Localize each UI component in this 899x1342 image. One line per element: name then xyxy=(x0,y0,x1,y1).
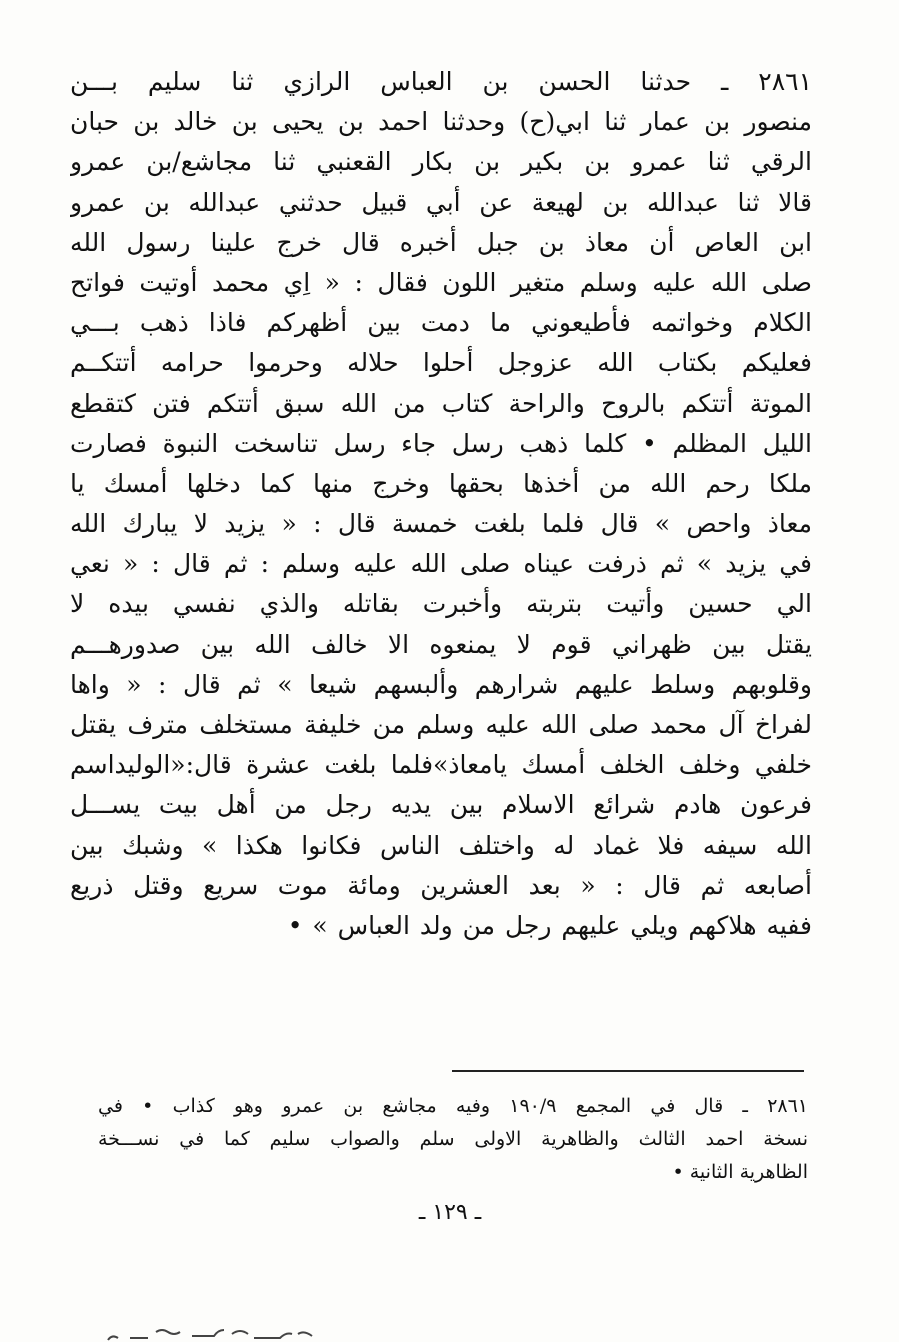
hadith-line-1: ٢٨٦١ ـ حدثنا الحسن بن العباس الرازي ثنا سليم بـــن xyxy=(70,67,812,96)
hadith-line-16: وقلوبهم وسلط عليهم شرارهم وألبسهم شيعا » ثم قال : « واها xyxy=(70,669,812,699)
footnote-line-1: ٢٨٦١ ـ قال في المجمع ١٩٠/٩ وفيه مجاشع بن عمرو وهو كذاب • في xyxy=(98,1095,808,1117)
hadith-line-21: أصابعه ثم قال : « بعد العشرين ومائة موت سريع وقتل ذريع xyxy=(70,870,812,900)
hadith-line-17: لفراخ آل محمد صلى الله عليه وسلم من خليفة مستخلف مترف يقتل xyxy=(70,710,812,739)
hadith-line-14: الي حسين وأتيت بتربته وأخبرت بقاتله والذي نفسي بيده لا xyxy=(70,589,812,619)
hadith-line-7: الكلام وخواتمه فأطيعوني ما دمت بين أظهركم فاذا ذهب بـــي xyxy=(70,308,812,338)
footnote xyxy=(98,1090,808,1189)
hadith-line-11: ملكا رحم الله من أخذها بحقها وخرج منها كما دخلها أمسك يا xyxy=(70,468,812,498)
hadith-line-4: قالا ثنا عبدالله بن لهيعة عن أبي قبيل حدثني عبدالله بن عمرو xyxy=(70,187,812,217)
cropped-text-fragment xyxy=(100,1318,340,1342)
hadith-line-13: في يزيد » ثم ذرفت عيناه صلى الله عليه وسلم : ثم قال : « نعي xyxy=(70,549,812,579)
hadith-line-10: الليل المظلم • كلما ذهب رسل جاء رسل تناسخت النبوة فصارت xyxy=(70,428,812,458)
footnote-line-3: الظاهرية الثانية • xyxy=(672,1161,808,1183)
hadith-line-18: خلفي وخلف الخلف أمسك يامعاذ»فلما بلغت عشرة قال:«الوليداسم xyxy=(70,750,812,780)
hadith-line-15: يقتل بين ظهراني قوم لا يمنعوه الا خالف الله بين صدورهـــم xyxy=(70,629,812,659)
hadith-line-9: الموتة أتتكم بالروح والراحة كتاب من الله سبق أتتكم فتن كتقطع xyxy=(70,388,812,418)
hadith-line-20: الله سيفه فلا غماد له واختلف الناس فكانوا هكذا » وشبك بين xyxy=(70,830,812,860)
page-number: ـ ١٢٩ ـ xyxy=(418,1200,482,1225)
hadith-line-2: منصور بن عمار ثنا ابي(ح) وحدثنا احمد بن يحيى بن خالد بن حبان xyxy=(70,107,812,137)
hadith-line-12: معاذ واحص » قال فلما بلغت خمسة قال : « يزيد لا يبارك الله xyxy=(70,509,812,539)
hadith-line-19: فرعون هادم شرائع الاسلام بين يديه رجل من أهل بيت يســـل xyxy=(70,790,812,820)
hadith-line-8: فعليكم بكتاب الله عزوجل أحلوا حلاله وحرموا حرامه أتتكــم xyxy=(70,348,812,378)
hadith-line-22: ففيه هلاكهم ويلي عليهم رجل من ولد العباس » • xyxy=(287,910,812,940)
hadith-line-5: ابن العاص أن معاذ بن جبل أخبره قال خرج علينا رسول الله xyxy=(70,227,812,257)
hadith-text xyxy=(70,62,812,946)
hadith-line-6: صلى الله عليه وسلم متغير اللون فقال : « اِي محمد أوتيت فواتح xyxy=(70,267,812,297)
footnote-line-2: نسخة احمد الثالث والظاهرية الاولى سلم والصواب سليم كما في نســـخة xyxy=(98,1128,808,1150)
footnote-divider xyxy=(452,1070,804,1072)
hadith-line-3: الرقي ثنا عمرو بن بكير بن بكار القعنبي ثنا مجاشع/بن عمرو xyxy=(70,147,812,177)
